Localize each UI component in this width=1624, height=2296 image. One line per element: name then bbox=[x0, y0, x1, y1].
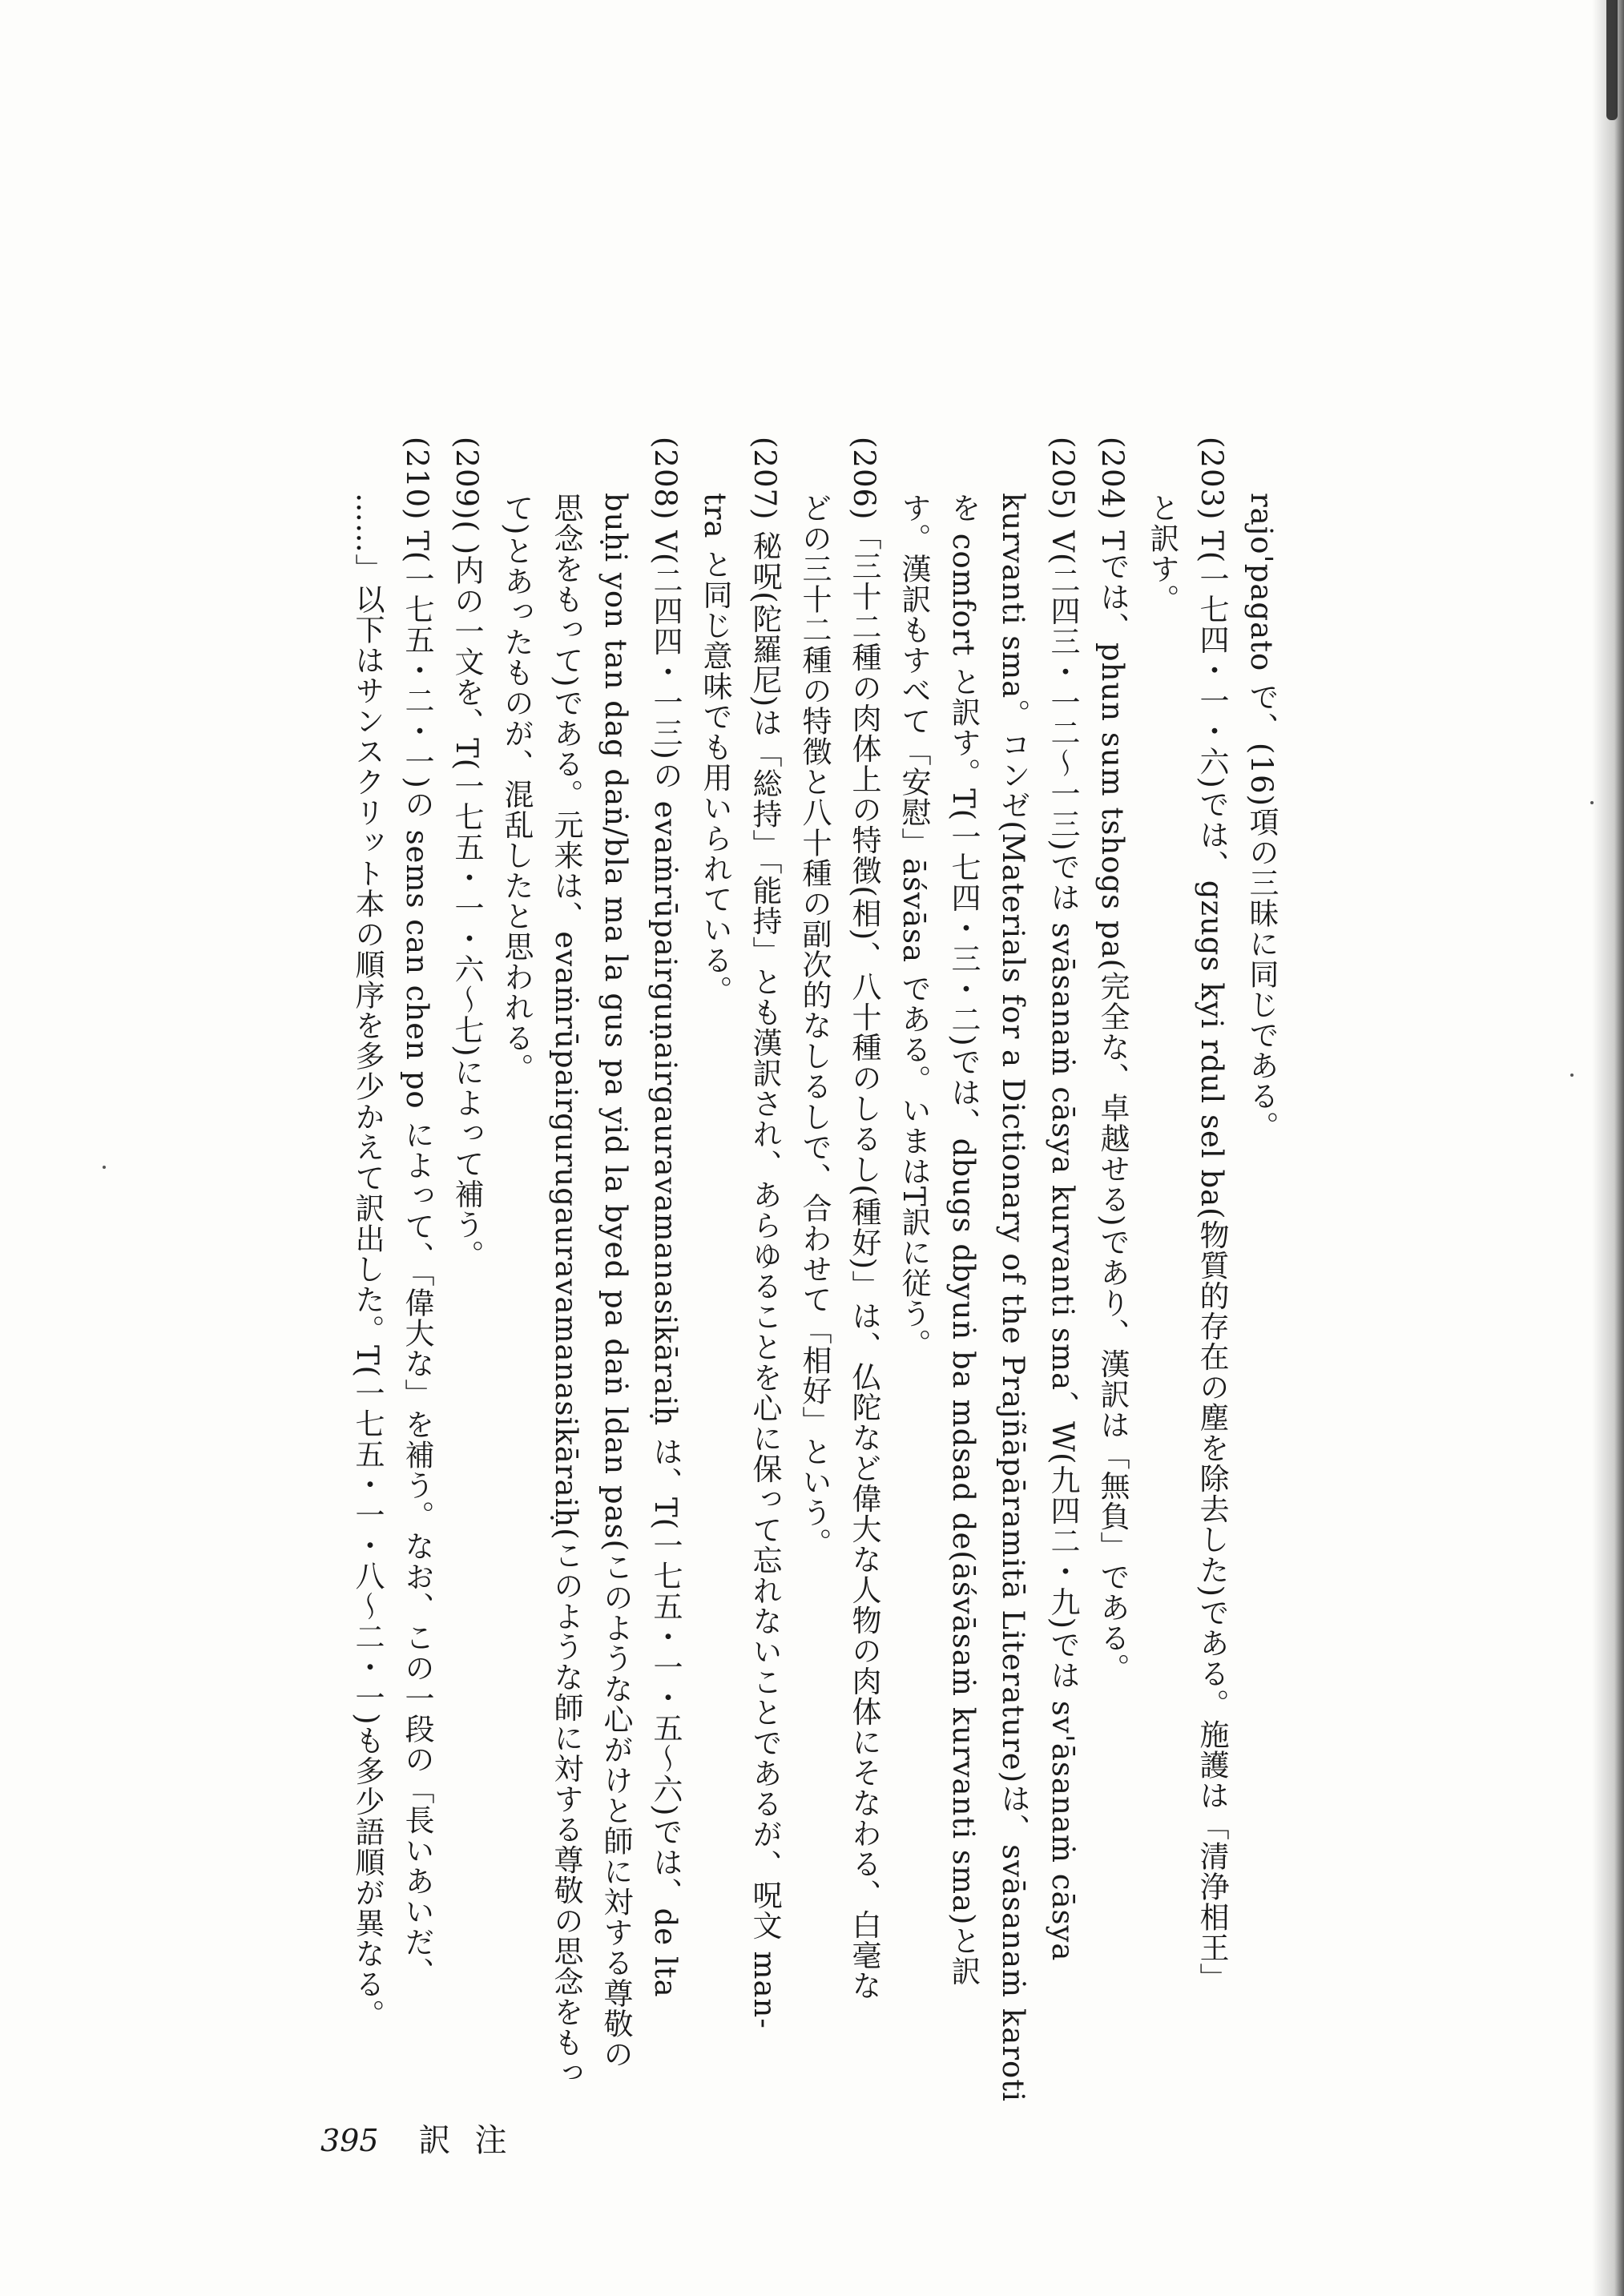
text-column: す。漢訳もすべて「安慰」āśvāsa である。いまはT訳に従う。 bbox=[897, 493, 931, 1359]
running-head: 訳注 bbox=[418, 2122, 531, 2159]
text-column: tra と同じ意味でも用いられている。 bbox=[698, 493, 732, 1006]
scan-edge-shadow bbox=[1592, 0, 1624, 2296]
text-column: rajo'pagato で、(16)項の三昧に同じである。 bbox=[1244, 493, 1279, 1142]
text-column: 思念をもって)である。元来は、evaṁrūpairgurugauravamanasikāraiḥ(このような師に対する尊敬の思念をもっ bbox=[549, 493, 583, 2089]
page-footer bbox=[320, 2115, 531, 2161]
vertical-text-body bbox=[324, 437, 1286, 2103]
note-203: (203) T(一七四・一・六)では、gzugs kyi rdul sel ba(物質的存在の塵を除去した)である。施護は「清浄相王」 bbox=[1195, 437, 1229, 1994]
text-column: どの三十二種の特徴と八十種の副次的なしるしで、合わせて「相好」という。 bbox=[797, 493, 832, 1558]
scan-edge-mark bbox=[1606, 0, 1618, 120]
note-208: (208) V(二四四・一三)の evaṁrūpairguṇairgauravamanasikāraiḥ は、T(一七五・一・五〜六)では、de lta bbox=[648, 437, 683, 1998]
note-206: (206)「三十二種の肉体上の特徴(相)、八十種のしるし(種好)」は、仏陀など偉大な人物の肉体にそなわる、白毫な bbox=[847, 437, 881, 2001]
scan-speck bbox=[1570, 1073, 1574, 1077]
text-column: kurvanti sma。コンゼ(Materials for a Dictionary of the Prajñāpāramitā Literature)は、svāsanaṁ karoti bbox=[996, 493, 1030, 2103]
text-column: て)とあったものが、混乱したと思われる。 bbox=[499, 493, 534, 1084]
note-210: (210) T(一七五・二・一)の sems can chen po によって、「偉大な」を補う。なお、この一段の「長いあいだ、 bbox=[400, 437, 434, 1988]
scan-speck bbox=[1590, 801, 1594, 804]
text-column: buḥi yon tan dag daṅ/bla ma la gus pa yid la byed pa daṅ ldan pas(このような心がけと師に対する尊敬の bbox=[598, 493, 633, 2070]
note-204: (204) Tでは、phun sum tshogs pa(完全な、卓越せる)であり、漢訳は「無負」である。 bbox=[1095, 437, 1130, 1684]
text-column: と訳す。 bbox=[1145, 493, 1179, 614]
text-column: を comfort と訳す。T(一七四・三・二)では、dbugs dbyuṅ ba mdsad de(āśvāsaṁ kurvanti sma)と訳 bbox=[946, 493, 981, 1987]
note-207: (207) 秘呪(陀羅尼)は「総持」「能持」とも漢訳され、あらゆることを心に保って忘れないことであるが、呪文 man- bbox=[748, 437, 782, 2029]
note-209: (209)( )内の一文を、T(一七五・一・六〜七)によって補う。 bbox=[449, 437, 484, 1271]
scan-speck bbox=[103, 1166, 106, 1169]
text-column: ……」以下はサンスクリット本の順序を多少かえて訳出した。T(一七五・一・八〜二・一)も多少語順が異なる。 bbox=[350, 493, 385, 2030]
note-205: (205) V(二四三・一二〜一三)では svāsanaṁ cāsya kurvanti sma、W(九四二・九)では sv'āsanaṁ cāsya bbox=[1046, 437, 1080, 1962]
page-number: 395 bbox=[320, 2123, 379, 2158]
